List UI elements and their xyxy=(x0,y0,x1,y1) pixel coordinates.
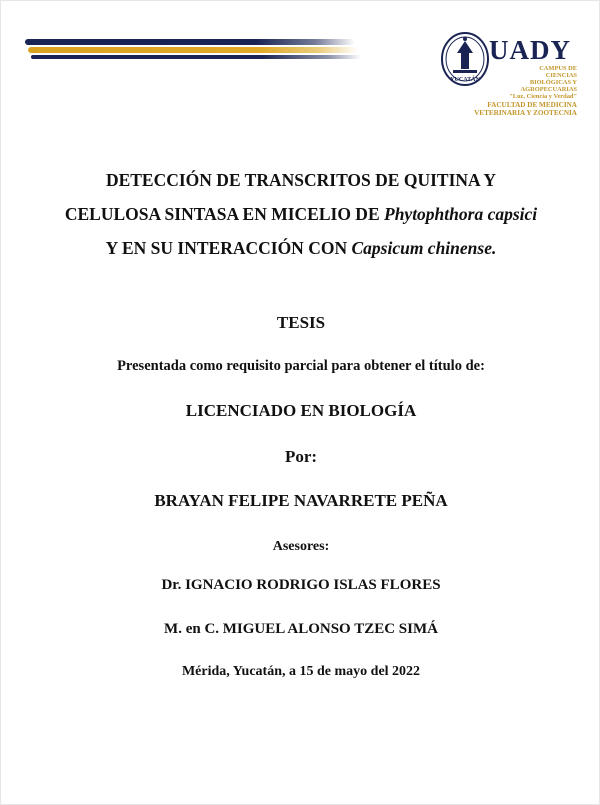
title-part-1: DETECCIÓN DE TRANSCRITOS DE QUITINA Y CELULOSA SINTASA EN MICELIO DE xyxy=(64,170,497,224)
gold-stripe xyxy=(28,47,358,53)
title-part-2: Y EN SU INTERACCIÓN CON xyxy=(105,238,352,258)
place-and-date: Mérida, Yucatán, a 15 de mayo del 2022 xyxy=(181,664,421,679)
seal-text: YUCATÁN xyxy=(450,77,480,83)
faculty-line: VETERINARIA Y ZOOTECNIA xyxy=(474,109,577,117)
advisor-name: M. en C. MIGUEL ALONSO TZEC SIMÁ xyxy=(164,621,438,637)
campus-line: AGROPECUARIAS xyxy=(520,86,577,93)
degree-title: LICENCIADO EN BIOLOGÍA xyxy=(185,401,417,420)
uady-wordmark: UADY xyxy=(489,35,571,65)
advisor-name: Dr. IGNACIO RODRIGO ISLAS FLORES xyxy=(161,577,441,593)
campus-motto: "Luz, Ciencia y Verdad" xyxy=(509,93,577,100)
advisors-label: Asesores: xyxy=(272,539,330,554)
faculty-line: FACULTAD DE MEDICINA xyxy=(487,101,577,109)
title-species-2: Capsicum chinense. xyxy=(351,238,497,258)
campus-name xyxy=(491,65,577,100)
navy-stripe xyxy=(25,39,355,45)
author-name: BRAYAN FELIPE NAVARRETE PEÑA xyxy=(154,491,448,510)
campus-line: CAMPUS DE xyxy=(539,65,577,72)
document-type: TESIS xyxy=(276,313,326,332)
navy-stripe-thin xyxy=(31,55,361,59)
thesis-title xyxy=(61,163,541,265)
faculty-name xyxy=(437,101,577,117)
header-stripes xyxy=(25,39,361,61)
by-label: Por: xyxy=(284,447,318,466)
campus-line: CIENCIAS xyxy=(545,72,577,79)
uady-logo xyxy=(439,31,589,121)
presentation-statement: Presentada como requisito parcial para obtener el título de: xyxy=(117,358,485,374)
campus-line: BIOLÓGICAS Y xyxy=(529,79,577,86)
university-seal-icon xyxy=(439,31,491,87)
title-species-1: Phytophthora capsici xyxy=(384,204,538,224)
